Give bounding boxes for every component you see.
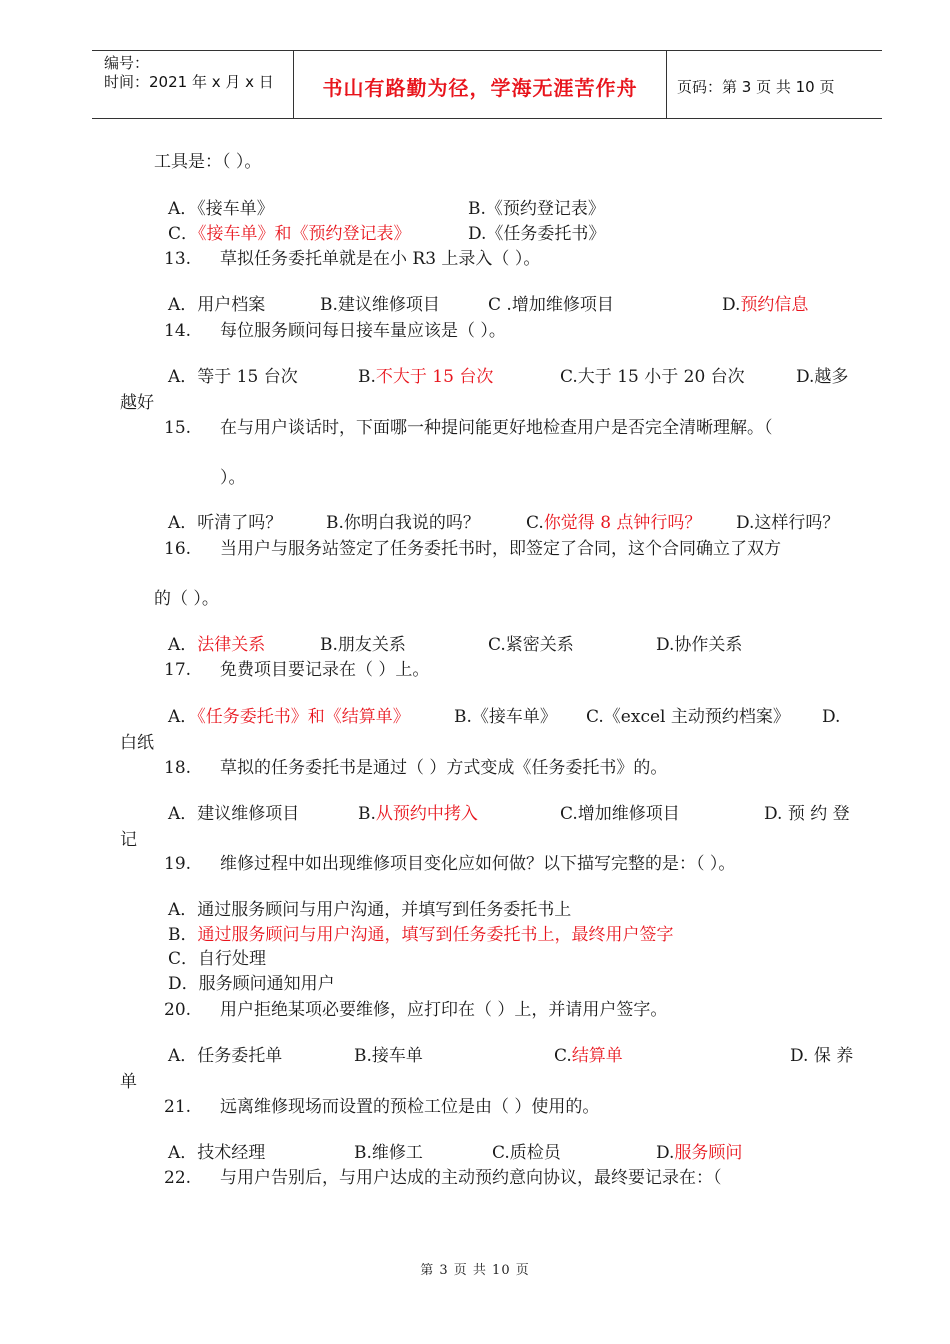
answer-text: 不大于 15 台次 (375, 367, 494, 387)
q14-option-d-wrap: 越好 (120, 393, 154, 413)
header-motto: 书山有路勤为径，学海无涯苦作舟 (322, 76, 638, 100)
q13-option-b: B.建议维修项目 (320, 295, 440, 315)
option-label: C． (168, 224, 199, 244)
q16-option-d: D.协作关系 (656, 635, 743, 655)
question-number: 17. (164, 660, 192, 680)
question-number: 15. (164, 418, 192, 438)
q12-option-d: D.《任务委托书》 (468, 224, 606, 244)
answer-text: 从预约中拷入 (375, 804, 478, 824)
option-label: A． (168, 707, 198, 727)
answer-text: 法律关系 (197, 635, 266, 655)
header-meta (104, 54, 274, 92)
q17-option-c: C.《excel 主动预约档案》 (586, 707, 790, 727)
doc-number-label: 编号： (104, 54, 150, 72)
q20-option-a: A．任务委托单 (168, 1046, 283, 1066)
q13-option-c: C .增加维修项目 (488, 295, 614, 315)
question-text: 用户拒绝某项必要维修，应打印在（ ）上，并请用户签字。 (220, 1000, 668, 1020)
q16-tail: 的（ ）。 (154, 589, 219, 609)
q14-stem (164, 320, 506, 342)
question-text: 在与用户谈话时，下面哪一种提问能更好地检查用户是否完全清晰理解。（ (220, 418, 773, 438)
q14-option-a: A．等于 15 台次 (168, 367, 298, 387)
q15-option-c (526, 512, 701, 534)
answer-text: 通过服务顾问与用户沟通，填写到任务委托书上，最终用户签字 (197, 925, 674, 945)
header-bottom-rule (92, 118, 882, 119)
q12-option-b: B.《预约登记表》 (468, 199, 605, 219)
header-divider (666, 50, 667, 118)
q17-option-d-wrap: 白纸 (120, 733, 154, 753)
q20-option-d-wrap: 单 (120, 1072, 137, 1092)
question-number: 13. (164, 249, 192, 269)
answer-text: 《任务委托书》和《结算单》 (197, 707, 410, 727)
q22-stem (164, 1167, 722, 1189)
question-number: 19. (164, 854, 192, 874)
answer-text: 《接车单》和《预约登记表》 (198, 224, 411, 244)
question-text: 草拟的任务委托书是通过（ ）方式变成《任务委托书》的。 (220, 758, 668, 778)
q16-stem (164, 538, 781, 560)
question-number: 16. (164, 539, 192, 559)
q18-option-d-wrap: 记 (120, 830, 137, 850)
q13-option-a: A．用户档案 (168, 295, 266, 315)
q21-stem (164, 1096, 599, 1118)
q15-option-d: D.这样行吗？ (736, 513, 840, 533)
question-text: 每位服务顾问每日接车量应该是（ ）。 (220, 321, 506, 341)
header-top-rule (92, 50, 882, 51)
question-text: 免费项目要记录在（ ）上。 (220, 660, 430, 680)
question-text: 当用户与服务站签定了任务委托书时，即签定了合同，这个合同确立了双方 (220, 539, 781, 559)
option-label: B. (358, 804, 376, 824)
question-number: 22. (164, 1168, 192, 1188)
q18-option-c: C.增加维修项目 (560, 804, 680, 824)
q14-option-c: C.大于 15 小于 20 台次 (560, 367, 745, 387)
answer-text: 预约信息 (740, 295, 809, 315)
question-number: 20. (164, 1000, 192, 1020)
q21-option-b: B.维修工 (354, 1143, 423, 1163)
q18-option-b (358, 803, 478, 825)
q21-option-c: C.质检员 (492, 1143, 561, 1163)
q18-option-a: A．建议维修项目 (168, 804, 300, 824)
q15-option-b: B.你明白我说的吗？ (326, 513, 480, 533)
q19-option-a: A．通过服务顾问与用户沟通，并填写到任务委托书上 (168, 900, 572, 920)
q21-option-d (656, 1142, 742, 1164)
q12-option-c (168, 223, 411, 245)
q20-option-c (554, 1045, 623, 1067)
q17-option-b: B.《接车单》 (454, 707, 557, 727)
question-number: 21. (164, 1097, 192, 1117)
question-text: 维修过程中如出现维修项目变化应如何做？以下描写完整的是：（ ）。 (220, 854, 736, 874)
q17-option-d: D. (822, 707, 841, 727)
q20-option-d: D. 保 养 (790, 1046, 854, 1066)
page-footer: 第 3 页 共 10 页 (420, 1263, 530, 1278)
q16-option-c: C.紧密关系 (488, 635, 574, 655)
q19-option-c: C．自行处理 (168, 949, 267, 969)
q21-option-a: A．技术经理 (168, 1143, 266, 1163)
q20-option-b: B.接车单 (354, 1046, 423, 1066)
q12-option-a: A．《接车单》 (168, 199, 274, 219)
q14-option-d: D.越多 (796, 367, 849, 387)
q16-option-b: B.朋友关系 (320, 635, 406, 655)
q16-option-a (168, 634, 265, 656)
question-number: 14. (164, 321, 192, 341)
q14-option-b (358, 366, 493, 388)
q19-option-d: D．服务顾问通知用户 (168, 974, 335, 994)
q15-option-a: A．听清了吗？ (168, 513, 283, 533)
option-label: C. (554, 1046, 572, 1066)
answer-text: 结算单 (571, 1046, 623, 1066)
q17-stem (164, 659, 429, 681)
q18-option-d: D. 预 约 登 (764, 804, 850, 824)
question-text: 草拟任务委托单就是在小 R3 上录入（ ）。 (220, 249, 541, 269)
option-label: B. (358, 367, 376, 387)
q15-stem (164, 417, 773, 439)
option-label: B． (168, 925, 198, 945)
q17-option-a (168, 706, 410, 728)
option-label: D. (722, 295, 741, 315)
q18-stem (164, 757, 667, 779)
q13-option-d (722, 294, 808, 316)
q19-option-b (168, 924, 674, 946)
header-page-label: 页码：第 3 页 共 10 页 (677, 78, 835, 96)
q19-stem (164, 853, 735, 875)
option-label: A． (168, 635, 198, 655)
q12-tail: 工具是：（ ）。 (154, 152, 262, 172)
option-label: D. (656, 1143, 675, 1163)
answer-text: 服务顾问 (674, 1143, 743, 1163)
q13-stem (164, 248, 540, 270)
answer-text: 你觉得 8 点钟行吗？ (543, 513, 702, 533)
question-text: 与用户告别后，与用户达成的主动预约意向协议，最终要记录在：（ (220, 1168, 722, 1188)
question-text: 远离维修现场而设置的预检工位是由（ ）使用的。 (220, 1097, 600, 1117)
option-label: C. (526, 513, 544, 533)
doc-time-label: 时间：2021 年 x 月 x 日 (104, 73, 274, 91)
question-number: 18. (164, 758, 192, 778)
q20-stem (164, 999, 667, 1021)
q15-tail: ）。 (220, 468, 246, 488)
